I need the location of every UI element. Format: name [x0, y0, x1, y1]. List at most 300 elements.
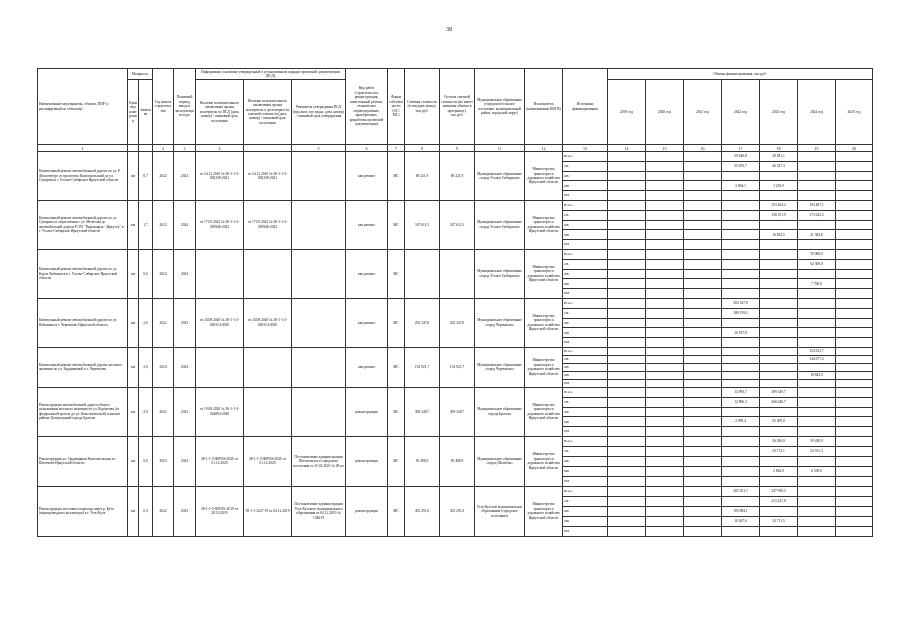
header-year-2021: 2021 год	[684, 80, 722, 145]
funding-source-label: Всего	[563, 387, 608, 397]
funding-source-label: ОБ	[563, 210, 608, 220]
funding-value	[836, 298, 873, 308]
project-name: Реконструкция автомобильной дороги общего пользования местного значения по ул. Курчатова (от федеральной трассы до ул. Комсомольской) в жилом районе Центральный города Братска	[38, 387, 128, 436]
funding-value	[646, 210, 684, 220]
end-year: 2022	[174, 298, 196, 347]
funding-value	[760, 427, 798, 437]
funding-table	[37, 68, 873, 537]
funding-value	[836, 355, 873, 363]
expert-conclusion	[196, 347, 244, 387]
funding-source-label: МБ	[563, 371, 608, 379]
start-year: 2023	[153, 436, 174, 486]
work-type: кап.ремонт	[346, 249, 388, 298]
work-type: реконструкция	[346, 436, 388, 486]
funding-value	[646, 456, 684, 466]
expert-conclusion: от 19.09.2020 № 38-1-1-3-044894-2020	[196, 387, 244, 436]
funding-value	[608, 355, 646, 363]
funding-value: 10 844,5	[798, 371, 836, 379]
funding-value	[646, 338, 684, 348]
executor: Министерство транспорта и дорожного хозяйства Иркутской области	[525, 298, 563, 347]
funding-value	[684, 371, 722, 379]
funding-value	[646, 259, 684, 269]
header-docs-info: Информация о наличии утвержденной в установленном порядке проектной документации (ПСД)	[196, 69, 346, 80]
funding-value	[722, 407, 760, 417]
page-number: 38	[446, 27, 452, 33]
funding-value	[798, 496, 836, 506]
approval-details	[292, 249, 346, 298]
funding-source-label: ОБ	[563, 161, 608, 171]
funding-value	[836, 417, 873, 427]
header-municipality: Муниципальное образование (городское/сельское поселение, муниципальный район, городской округ)	[475, 69, 525, 145]
funding-value	[760, 379, 798, 387]
funding-value	[646, 417, 684, 427]
header-executor: Исполнитель (наименование ИОГВ)	[525, 69, 563, 145]
funding-value	[684, 526, 722, 536]
funding-value	[608, 347, 646, 355]
funding-source-label: Всего	[563, 436, 608, 446]
estimate-conclusion: от 24.12.2010 № 38-1-1-3-082339-2021	[244, 152, 292, 201]
funding-value	[836, 436, 873, 446]
estimated-cost: 347 611,5	[405, 200, 440, 249]
funding-value: 153 204,4	[760, 200, 798, 210]
funding-value	[722, 355, 760, 363]
funding-value	[722, 338, 760, 348]
funding-value	[646, 466, 684, 476]
funding-value	[646, 371, 684, 379]
end-year: 2024	[174, 347, 196, 387]
funding-value	[798, 516, 836, 526]
municipality: Муниципальное образование «город Усолье-Сибирское»	[475, 200, 525, 249]
estimate-conclusion: 38-1-1-3227-19 от 04.12.2019	[244, 486, 292, 536]
funding-value	[684, 338, 722, 348]
estimated-cost: 453 291,0	[405, 486, 440, 536]
funding-source-label: ФБ	[563, 220, 608, 230]
remaining-cost: 202 347,0	[440, 298, 475, 347]
capacity-unit: км	[128, 298, 139, 347]
start-year: 2023	[153, 387, 174, 436]
estimated-cost: 85 486,9	[405, 436, 440, 486]
funding-value	[684, 446, 722, 456]
header-name: Наименование мероприятия, объекта, ПИР (с расшифровкой по объектам)	[38, 69, 128, 145]
funding-value	[608, 446, 646, 456]
capacity-unit: км	[128, 347, 139, 387]
project-name: Капитальный ремонт автомобильной дороги местного значения по ул. Бердниковой в г. Черемхово	[38, 347, 128, 387]
header-ownership: Форма собственности (ОС/МС)	[388, 69, 405, 145]
funding-value	[722, 289, 760, 299]
funding-value	[836, 338, 873, 348]
funding-value	[798, 269, 836, 279]
capacity-unit: км	[128, 200, 139, 249]
funding-value	[608, 407, 646, 417]
ownership-form: МС	[388, 387, 405, 436]
funding-value	[722, 466, 760, 476]
remaining-cost: 347 611,5	[440, 200, 475, 249]
header-value: Значение	[139, 80, 153, 145]
funding-value	[646, 200, 684, 210]
funding-value	[608, 318, 646, 328]
funding-value	[798, 427, 836, 437]
funding-value	[684, 269, 722, 279]
funding-value	[608, 506, 646, 516]
funding-value	[646, 240, 684, 250]
ownership-form: МС	[388, 347, 405, 387]
funding-value: 70 000,0	[798, 249, 836, 259]
start-year: 2022	[153, 486, 174, 536]
funding-value	[684, 200, 722, 210]
funding-value	[760, 240, 798, 250]
funding-source-label: Всего	[563, 298, 608, 308]
funding-value	[836, 318, 873, 328]
funding-value	[608, 289, 646, 299]
expert-conclusion: от 24.08.2020 № 38-1-1-2-040114-2020	[196, 298, 244, 347]
funding-source-label: ИИ	[563, 476, 608, 486]
executor: Министерство транспорта и дорожного хозяйства Иркутской области	[525, 347, 563, 387]
header-approval-details: Реквизиты утверждения ПСД (вид акта, кто издал, дата, номер) / плановый срок утверждения	[292, 80, 346, 145]
funding-value	[684, 171, 722, 181]
funding-value	[836, 308, 873, 318]
ownership-form: МС	[388, 436, 405, 486]
funding-value: 26 036,0	[760, 436, 798, 446]
work-type: кап.ремонт	[346, 152, 388, 201]
funding-value: 23 172,1	[760, 446, 798, 456]
funding-value	[646, 230, 684, 240]
funding-value	[684, 308, 722, 318]
funding-value	[722, 171, 760, 181]
funding-value	[608, 259, 646, 269]
capacity-value: 2,6	[139, 347, 153, 387]
funding-value	[608, 526, 646, 536]
capacity-value: 0,3	[139, 486, 153, 536]
funding-value	[646, 516, 684, 526]
funding-source-label: ОБ	[563, 446, 608, 456]
funding-value	[684, 466, 722, 476]
funding-value: 6 539,6	[798, 466, 836, 476]
funding-value	[684, 210, 722, 220]
funding-value	[608, 363, 646, 371]
funding-value	[836, 249, 873, 259]
funding-value	[646, 249, 684, 259]
executor: Министерство транспорта и дорожного хозяйства Иркутской области	[525, 152, 563, 201]
start-year: 2024	[153, 347, 174, 387]
funding-value	[608, 191, 646, 201]
funding-value	[646, 427, 684, 437]
funding-value	[608, 269, 646, 279]
funding-value: 35 676,7	[722, 161, 760, 171]
header-positive-conclusion: Наличие положительного заключения органа экспертизы по ПСД (дата, номер) / плановый срок получения	[196, 80, 244, 145]
funding-value	[608, 476, 646, 486]
header-capacity: Мощность	[128, 69, 153, 80]
funding-value	[684, 417, 722, 427]
funding-value	[798, 240, 836, 250]
funding-value	[684, 516, 722, 526]
funding-value	[646, 220, 684, 230]
column-number: 11	[475, 145, 525, 152]
funding-value	[684, 220, 722, 230]
funding-value	[608, 338, 646, 348]
funding-value	[836, 161, 873, 171]
funding-value	[608, 397, 646, 407]
funding-value	[722, 371, 760, 379]
funding-value	[722, 240, 760, 250]
funding-value	[646, 363, 684, 371]
funding-value	[722, 379, 760, 387]
funding-value	[608, 466, 646, 476]
municipality: Усть-Кутское муниципальное образование (городское поселение)	[475, 486, 525, 536]
funding-source-label: МБ	[563, 328, 608, 338]
funding-value	[684, 347, 722, 355]
funding-value	[760, 371, 798, 379]
municipality: Муниципальное образование «город Шелехов»	[475, 436, 525, 486]
funding-value	[608, 308, 646, 318]
expert-conclusion: 38-1-1-3-069936-2020 от 01.12.2020	[196, 436, 244, 486]
funding-value	[646, 446, 684, 456]
funding-value	[646, 289, 684, 299]
funding-value	[608, 379, 646, 387]
funding-value	[760, 259, 798, 269]
funding-value: 173 022,3	[798, 210, 836, 220]
funding-value	[836, 397, 873, 407]
column-number: 12	[525, 145, 563, 152]
funding-source-label: ИИ	[563, 289, 608, 299]
funding-value	[760, 363, 798, 371]
column-number: 20	[836, 145, 873, 152]
funding-value	[760, 328, 798, 338]
approval-details	[292, 347, 346, 387]
funding-source-label: ФБ	[563, 171, 608, 181]
funding-value	[646, 355, 684, 363]
funding-value: 309 349,7	[760, 387, 798, 397]
remaining-cost: 85 486,9	[440, 436, 475, 486]
funding-value	[836, 371, 873, 379]
funding-value	[722, 269, 760, 279]
estimate-conclusion: от 17.05.2022 № 38-1-1-2-029946-2022	[244, 200, 292, 249]
funding-value	[608, 181, 646, 191]
start-year: 2022	[153, 298, 174, 347]
funding-value: 16 852,5	[760, 230, 798, 240]
funding-value	[836, 363, 873, 371]
funding-source-label: ФБ	[563, 318, 608, 328]
funding-value	[836, 526, 873, 536]
funding-value	[684, 355, 722, 363]
funding-value	[646, 347, 684, 355]
header-estimated-cost: Сметная стоимость (в текущих ценах), тыс.руб.	[405, 69, 440, 145]
remaining-cost: 69 221,9	[440, 152, 475, 201]
municipality: Муниципальное образование «город Черемхово»	[475, 347, 525, 387]
funding-value	[760, 171, 798, 181]
header-start-year: Год начала строительства	[153, 69, 174, 145]
column-number: 16	[684, 145, 722, 152]
funding-source-label: ФБ	[563, 363, 608, 371]
capacity-value: 1,7	[139, 200, 153, 249]
ownership-form: МС	[388, 486, 405, 536]
estimated-cost: 69 221,9	[405, 152, 440, 201]
estimate-conclusion	[244, 347, 292, 387]
funding-value: 3 964,1	[722, 181, 760, 191]
funding-source-label: ИИ	[563, 526, 608, 536]
approval-details	[292, 200, 346, 249]
funding-value	[646, 191, 684, 201]
funding-value	[646, 161, 684, 171]
approval-details: Постановление администрации Усть-Кутского муниципального образования от 04.12.2019 № 1346-П	[292, 486, 346, 536]
funding-value	[722, 210, 760, 220]
funding-value	[608, 230, 646, 240]
municipality: Муниципальное образование «город Усолье-Сибирское»	[475, 249, 525, 298]
funding-value: 195 084,1	[722, 506, 760, 516]
funding-value: 205 351,7	[722, 486, 760, 496]
funding-value	[836, 181, 873, 191]
funding-value	[722, 476, 760, 486]
funding-value	[684, 240, 722, 250]
funding-value	[722, 230, 760, 240]
ownership-form: МС	[388, 152, 405, 201]
funding-value: 194 407,1	[798, 200, 836, 210]
estimated-cost: 309 349,7	[405, 387, 440, 436]
funding-value	[646, 171, 684, 181]
capacity-value: 2,0	[139, 387, 153, 436]
funding-value	[608, 220, 646, 230]
capacity-value: 0,7	[139, 152, 153, 201]
funding-value	[836, 456, 873, 466]
funding-source-label: МБ	[563, 417, 608, 427]
funding-source-label: ОБ	[563, 308, 608, 318]
funding-value	[760, 355, 798, 363]
funding-value	[722, 191, 760, 201]
remaining-cost: 453 291,0	[440, 486, 475, 536]
funding-value	[836, 328, 873, 338]
municipality: Муниципальное образование города Братска	[475, 387, 525, 436]
funding-value	[760, 347, 798, 355]
funding-value	[684, 476, 722, 486]
funding-value	[684, 249, 722, 259]
funding-value: 14 995,7	[722, 387, 760, 397]
funding-value	[760, 407, 798, 417]
funding-source-label: МБ	[563, 466, 608, 476]
executor: Министерство транспорта и дорожного хозяйства Иркутской области	[525, 249, 563, 298]
funding-source-label: МБ	[563, 516, 608, 526]
table-row	[38, 436, 873, 446]
funding-value: 266 040,7	[760, 397, 798, 407]
estimated-cost	[405, 249, 440, 298]
funding-value	[722, 318, 760, 328]
funding-value	[798, 152, 836, 162]
estimated-cost: 154 921,7	[405, 347, 440, 387]
funding-value	[608, 171, 646, 181]
funding-value	[646, 279, 684, 289]
funding-value	[836, 240, 873, 250]
funding-value: 59 450,9	[798, 436, 836, 446]
expert-conclusion: от 24.12.2010 № 38-1-1-3-082339-2021	[196, 152, 244, 201]
funding-value	[646, 407, 684, 417]
funding-value	[722, 279, 760, 289]
table-row	[38, 152, 873, 162]
funding-value	[798, 289, 836, 299]
funding-value	[798, 308, 836, 318]
estimate-conclusion: от 24.08.2020 № 38-1-1-2-040114-2020	[244, 298, 292, 347]
funding-value	[836, 387, 873, 397]
project-name: Капитальный ремонт автомобильной дороги по ул. Р. Люксембург от проспекта Комсомольский до ул. Суворова в г. Усолье-Сибирское Иркутской области	[38, 152, 128, 201]
funding-value	[646, 379, 684, 387]
project-name: Капитальный ремонт автомобильной дороги по ул. Суворова от пересечения с ул. Мечетова до автомобильной дороги Р-255 "Красноярск - Иркутск" в г. Усолье-Сибирское Иркутской области	[38, 200, 128, 249]
project-name: Капитальный ремонт автомобильной дороги по ул. Карла Либкнехта в г. Усолье-Сибирское Иркутской области	[38, 249, 128, 298]
end-year: 2023	[174, 486, 196, 536]
funding-value	[684, 486, 722, 496]
funding-value: 186 159,2	[722, 308, 760, 318]
column-number	[244, 145, 292, 152]
funding-value	[646, 486, 684, 496]
funding-value	[836, 446, 873, 456]
funding-value	[608, 496, 646, 506]
executor: Министерство транспорта и дорожного хозяйства Иркутской области	[525, 387, 563, 436]
column-number: 18	[760, 145, 798, 152]
funding-value	[760, 456, 798, 466]
funding-value	[684, 191, 722, 201]
table-row	[38, 298, 873, 308]
funding-value	[684, 506, 722, 516]
funding-value	[798, 397, 836, 407]
funding-value	[684, 152, 722, 162]
column-number: 3	[174, 145, 196, 152]
funding-value	[836, 427, 873, 437]
expert-conclusion: 38-1-1-3-029591-2019 от 28.10.2019	[196, 486, 244, 536]
capacity-unit: км	[128, 486, 139, 536]
funding-value	[646, 506, 684, 516]
funding-source-label: ОБ	[563, 355, 608, 363]
column-number: 7	[388, 145, 405, 152]
funding-value	[608, 387, 646, 397]
funding-value: 144 077,2	[798, 355, 836, 363]
funding-value	[760, 476, 798, 486]
funding-value	[646, 476, 684, 486]
funding-source-label: ФБ	[563, 407, 608, 417]
funding-source-label: ОБ	[563, 496, 608, 506]
funding-value	[836, 466, 873, 476]
executor: Министерство транспорта и дорожного хозяйства Иркутской области	[525, 200, 563, 249]
funding-value	[798, 318, 836, 328]
column-number: 5	[292, 145, 346, 152]
funding-value	[836, 171, 873, 181]
column-number: 9	[440, 145, 475, 152]
funding-value	[798, 328, 836, 338]
start-year: 2022	[153, 152, 174, 201]
capacity-value: 2,6	[139, 298, 153, 347]
funding-value	[722, 427, 760, 437]
funding-value: 10 267,6	[722, 516, 760, 526]
funding-source-label: ФБ	[563, 269, 608, 279]
funding-value	[760, 318, 798, 328]
column-number: 19	[798, 145, 836, 152]
funding-value	[798, 363, 836, 371]
funding-value	[646, 397, 684, 407]
header-funding-sources: Источники финансирования	[563, 69, 608, 145]
funding-value	[798, 338, 836, 348]
end-year: 2023	[174, 152, 196, 201]
funding-value	[836, 506, 873, 516]
funding-value	[798, 191, 836, 201]
funding-source-label: ОБ	[563, 397, 608, 407]
funding-value	[836, 152, 873, 162]
funding-value: 26 327,3	[760, 161, 798, 171]
column-number: 1	[38, 145, 128, 152]
funding-value	[646, 436, 684, 446]
funding-value: 2 864,0	[760, 466, 798, 476]
funding-value: 136 551,9	[760, 210, 798, 220]
funding-source-label: ИИ	[563, 427, 608, 437]
funding-value	[722, 363, 760, 371]
expert-conclusion	[196, 249, 244, 298]
funding-value	[608, 240, 646, 250]
table-row	[38, 249, 873, 259]
ownership-form: МС	[388, 298, 405, 347]
